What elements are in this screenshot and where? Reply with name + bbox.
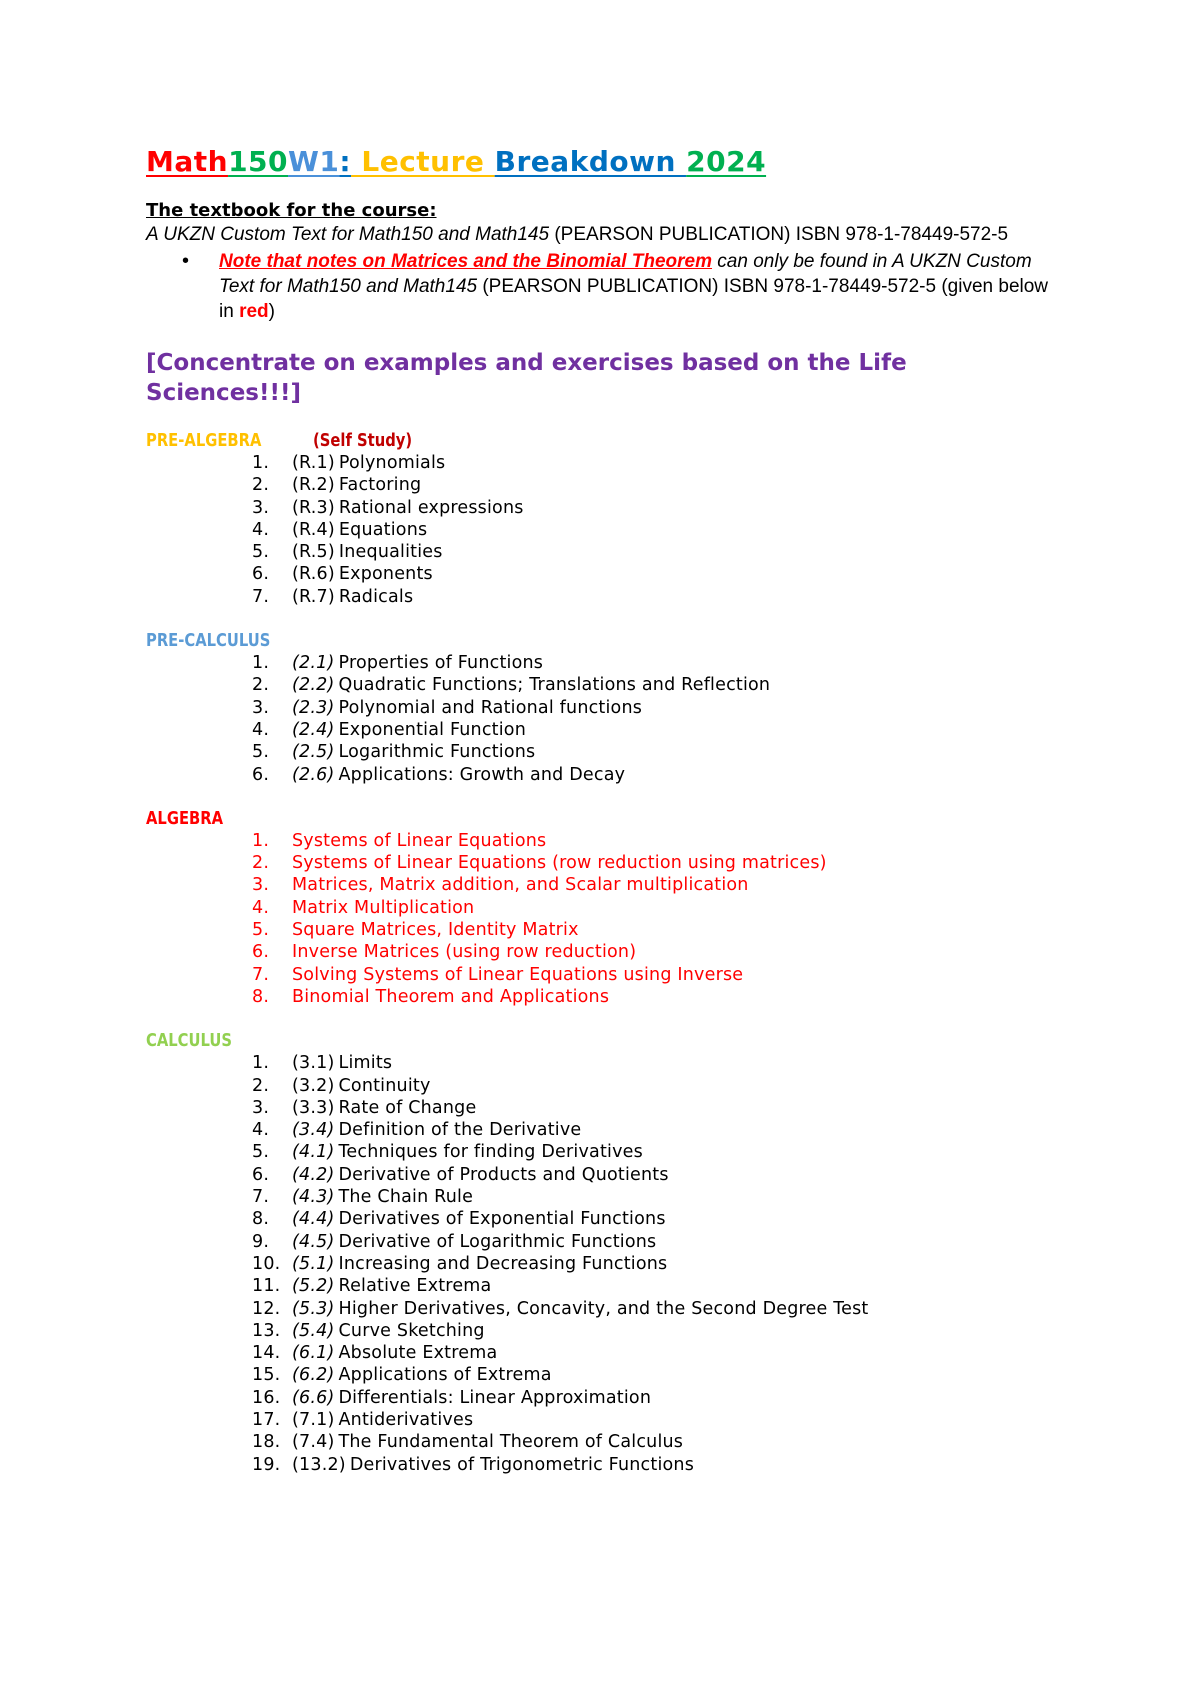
item-number: 5. bbox=[252, 742, 270, 763]
item-number: 6. bbox=[252, 564, 270, 585]
list-item bbox=[146, 1364, 1056, 1386]
list-item bbox=[146, 986, 1056, 1008]
item-label: Derivative of Products and Quotients bbox=[338, 1164, 669, 1185]
list-item bbox=[146, 1208, 1056, 1230]
list-item bbox=[146, 474, 1056, 496]
item-number: 7. bbox=[252, 964, 270, 985]
list-item bbox=[146, 1119, 1056, 1141]
item-number: 7. bbox=[252, 586, 270, 607]
item-section-code: (2.4) bbox=[292, 719, 335, 740]
section-calculus bbox=[146, 1030, 1056, 1476]
item-number: 7. bbox=[252, 1187, 270, 1208]
item-label: Rational expressions bbox=[338, 497, 524, 518]
list-item bbox=[146, 1275, 1056, 1297]
section-pre-calculus bbox=[146, 630, 1056, 786]
item-label: Quadratic Functions; Translations and Reflection bbox=[338, 675, 771, 696]
list-item bbox=[146, 1231, 1056, 1253]
item-number: 17. bbox=[252, 1409, 281, 1430]
item-label: The Chain Rule bbox=[338, 1187, 474, 1208]
item-section-code: (4.3) bbox=[292, 1187, 335, 1208]
topic-list bbox=[146, 830, 1056, 1008]
section-pre-algebra bbox=[146, 430, 1056, 608]
title-part-math: Math bbox=[146, 145, 229, 178]
item-section-code: (R.5) bbox=[292, 542, 335, 563]
list-item bbox=[146, 1409, 1056, 1431]
title-part-150: 150 bbox=[228, 145, 289, 178]
bullet-icon: • bbox=[182, 250, 190, 272]
list-item bbox=[146, 497, 1056, 519]
list-item bbox=[146, 1253, 1056, 1275]
list-item bbox=[146, 1320, 1056, 1342]
item-label: Systems of Linear Equations bbox=[292, 830, 547, 851]
list-item bbox=[146, 852, 1056, 874]
item-number: 4. bbox=[252, 719, 270, 740]
item-section-code: (5.2) bbox=[292, 1276, 335, 1297]
item-label: Derivatives of Trigonometric Functions bbox=[349, 1454, 695, 1475]
list-item bbox=[146, 1454, 1056, 1476]
topic-list bbox=[146, 1052, 1056, 1476]
list-item bbox=[146, 919, 1056, 941]
item-number: 6. bbox=[252, 764, 270, 785]
item-label: Higher Derivatives, Concavity, and the Second Degree Test bbox=[338, 1298, 869, 1319]
item-label: Polynomial and Rational functions bbox=[338, 697, 643, 718]
item-number: 4. bbox=[252, 1120, 270, 1141]
item-section-code: (R.4) bbox=[292, 519, 335, 540]
item-label: Equations bbox=[338, 519, 428, 540]
item-section-code: (4.1) bbox=[292, 1142, 335, 1163]
note-highlight: Note that notes on Matrices and the Binomial Theorem bbox=[219, 251, 713, 272]
item-label: Absolute Extrema bbox=[338, 1343, 498, 1364]
item-label: Polynomials bbox=[338, 453, 446, 473]
item-label: Relative Extrema bbox=[338, 1276, 492, 1297]
item-number: 19. bbox=[252, 1454, 281, 1475]
note-item bbox=[146, 249, 1056, 324]
list-item bbox=[146, 964, 1056, 986]
list-item bbox=[146, 941, 1056, 963]
textbook-reference bbox=[146, 222, 1056, 247]
item-section-code: (2.3) bbox=[292, 697, 335, 718]
item-label: Radicals bbox=[338, 586, 414, 607]
section-header bbox=[146, 1030, 1056, 1052]
list-item bbox=[146, 1141, 1056, 1163]
item-section-code: (7.4) bbox=[292, 1432, 335, 1453]
item-number: 2. bbox=[252, 675, 270, 696]
item-section-code: (3.4) bbox=[292, 1120, 335, 1141]
topic-list bbox=[146, 452, 1056, 608]
item-label: Derivatives of Exponential Functions bbox=[338, 1209, 666, 1230]
item-label: Inverse Matrices (using row reduction) bbox=[292, 942, 637, 963]
list-item bbox=[146, 541, 1056, 563]
item-number: 1. bbox=[252, 653, 270, 674]
item-label: Definition of the Derivative bbox=[338, 1120, 582, 1141]
note-publisher: (PEARSON PUBLICATION) ISBN 978-1-78449-572-5 (given below in bbox=[219, 276, 1049, 322]
list-item bbox=[146, 764, 1056, 786]
item-section-code: (5.1) bbox=[292, 1253, 335, 1274]
title-part-w1: W1 bbox=[288, 145, 340, 178]
item-section-code: (4.5) bbox=[292, 1231, 335, 1252]
item-number: 16. bbox=[252, 1387, 281, 1408]
item-number: 8. bbox=[252, 986, 270, 1007]
item-section-code: (2.6) bbox=[292, 764, 335, 785]
note-red-word: red bbox=[239, 301, 269, 322]
item-number: 13. bbox=[252, 1320, 281, 1341]
item-label: Factoring bbox=[338, 475, 422, 496]
item-number: 4. bbox=[252, 519, 270, 540]
section-heading: ALGEBRA bbox=[146, 807, 224, 829]
item-number: 8. bbox=[252, 1209, 270, 1230]
list-item bbox=[146, 1052, 1056, 1074]
section-heading: PRE-ALGEBRA bbox=[146, 430, 262, 451]
item-section-code: (5.3) bbox=[292, 1298, 335, 1319]
item-label: Properties of Functions bbox=[338, 653, 544, 674]
item-label: Techniques for finding Derivatives bbox=[338, 1142, 643, 1163]
item-label: Derivative of Logarithmic Functions bbox=[338, 1231, 657, 1252]
textbook-publisher: (PEARSON PUBLICATION) ISBN 978-1-78449-572-5 bbox=[549, 224, 1009, 245]
item-section-code: (R.2) bbox=[292, 475, 335, 496]
item-section-code: (6.1) bbox=[292, 1343, 335, 1364]
item-section-code: (3.1) bbox=[292, 1053, 335, 1074]
item-number: 12. bbox=[252, 1298, 281, 1319]
item-section-code: (4.2) bbox=[292, 1164, 335, 1185]
item-label: Rate of Change bbox=[338, 1097, 477, 1118]
item-number: 11. bbox=[252, 1276, 281, 1297]
item-label: Antiderivatives bbox=[338, 1409, 474, 1430]
item-label: Matrices, Matrix addition, and Scalar multiplication bbox=[292, 875, 749, 896]
item-number: 1. bbox=[252, 830, 270, 851]
item-label: Inequalities bbox=[338, 542, 443, 563]
list-item bbox=[146, 563, 1056, 585]
section-header bbox=[146, 808, 1056, 830]
note-list bbox=[146, 249, 1056, 324]
item-number: 1. bbox=[252, 453, 270, 473]
list-item bbox=[146, 741, 1056, 763]
item-number: 6. bbox=[252, 1164, 270, 1185]
item-section-code: (2.1) bbox=[292, 653, 335, 674]
list-item bbox=[146, 1431, 1056, 1453]
page-title bbox=[146, 142, 1056, 182]
note-close: ) bbox=[268, 301, 275, 322]
item-label: Continuity bbox=[338, 1075, 431, 1096]
item-label: Increasing and Decreasing Functions bbox=[338, 1253, 668, 1274]
sections-container bbox=[146, 430, 1056, 1476]
title-part-colon: : bbox=[339, 145, 352, 178]
section-algebra bbox=[146, 808, 1056, 1008]
item-section-code: (2.2) bbox=[292, 675, 335, 696]
item-number: 6. bbox=[252, 942, 270, 963]
item-label: Differentials: Linear Approximation bbox=[338, 1387, 652, 1408]
item-number: 5. bbox=[252, 1142, 270, 1163]
item-number: 3. bbox=[252, 875, 270, 896]
item-section-code: (R.3) bbox=[292, 497, 335, 518]
section-header bbox=[146, 430, 1056, 452]
item-section-code: (13.2) bbox=[292, 1454, 346, 1475]
item-number: 10. bbox=[252, 1253, 281, 1274]
item-label: Applications: Growth and Decay bbox=[338, 764, 626, 785]
list-item bbox=[146, 1342, 1056, 1364]
item-number: 18. bbox=[252, 1432, 281, 1453]
item-section-code: (R.6) bbox=[292, 564, 335, 585]
list-item bbox=[146, 652, 1056, 674]
section-header bbox=[146, 630, 1056, 652]
section-heading: CALCULUS bbox=[146, 1030, 232, 1052]
section-heading: PRE-CALCULUS bbox=[146, 630, 271, 652]
list-item bbox=[146, 1298, 1056, 1320]
item-number: 2. bbox=[252, 1075, 270, 1096]
list-item bbox=[146, 1164, 1056, 1186]
concentrate-banner: [Concentrate on examples and exercises based on the Life Sciences!!!] bbox=[146, 350, 907, 406]
item-label: Exponential Function bbox=[338, 719, 526, 740]
item-label: Exponents bbox=[338, 564, 433, 585]
item-section-code: (6.6) bbox=[292, 1387, 335, 1408]
item-label: Logarithmic Functions bbox=[338, 742, 536, 763]
textbook-title: A UKZN Custom Text for Math150 and Math145 bbox=[146, 224, 550, 245]
document-content bbox=[146, 142, 1056, 1498]
list-item bbox=[146, 874, 1056, 896]
title-part-year: 2024 bbox=[686, 145, 767, 178]
item-label: Solving Systems of Linear Equations using Inverse bbox=[292, 964, 744, 985]
list-item bbox=[146, 1075, 1056, 1097]
item-number: 3. bbox=[252, 697, 270, 718]
list-item bbox=[146, 697, 1056, 719]
item-section-code: (2.5) bbox=[292, 742, 335, 763]
item-number: 9. bbox=[252, 1231, 270, 1252]
note-italic-text: can only be found in A UKZN Custom Text for Math150 and Math145 bbox=[219, 251, 1032, 297]
list-item bbox=[146, 674, 1056, 696]
item-label: Square Matrices, Identity Matrix bbox=[292, 920, 579, 941]
item-number: 1. bbox=[252, 1053, 270, 1074]
list-item bbox=[146, 1097, 1056, 1119]
topic-list bbox=[146, 652, 1056, 786]
item-section-code: (4.4) bbox=[292, 1209, 335, 1230]
item-section-code: (R.1) bbox=[292, 453, 335, 473]
item-number: 14. bbox=[252, 1343, 281, 1364]
item-section-code: (6.2) bbox=[292, 1365, 335, 1386]
item-number: 5. bbox=[252, 542, 270, 563]
item-number: 3. bbox=[252, 1097, 270, 1118]
item-number: 3. bbox=[252, 497, 270, 518]
list-item bbox=[146, 519, 1056, 541]
item-label: The Fundamental Theorem of Calculus bbox=[338, 1432, 684, 1453]
item-section-code: (5.4) bbox=[292, 1320, 335, 1341]
list-item bbox=[146, 452, 1056, 474]
list-item bbox=[146, 719, 1056, 741]
list-item bbox=[146, 830, 1056, 852]
list-item bbox=[146, 897, 1056, 919]
item-section-code: (3.3) bbox=[292, 1097, 335, 1118]
list-item bbox=[146, 586, 1056, 608]
textbook-heading: The textbook for the course: bbox=[146, 200, 437, 221]
title-part-lecture: Lecture bbox=[351, 145, 495, 178]
item-section-code: (3.2) bbox=[292, 1075, 335, 1096]
item-number: 2. bbox=[252, 853, 270, 874]
item-label: Binomial Theorem and Applications bbox=[292, 986, 610, 1007]
item-label: Matrix Multiplication bbox=[292, 897, 475, 918]
item-label: Systems of Linear Equations (row reduction using matrices) bbox=[292, 853, 827, 874]
item-label: Curve Sketching bbox=[338, 1320, 485, 1341]
item-label: Applications of Extrema bbox=[338, 1365, 552, 1386]
title-part-breakdown: Breakdown bbox=[494, 145, 687, 178]
item-number: 2. bbox=[252, 475, 270, 496]
item-section-code: (7.1) bbox=[292, 1409, 335, 1430]
section-subheading: (Self Study) bbox=[312, 430, 412, 451]
list-item bbox=[146, 1186, 1056, 1208]
item-section-code: (R.7) bbox=[292, 586, 335, 607]
item-number: 5. bbox=[252, 920, 270, 941]
item-label: Limits bbox=[338, 1053, 393, 1074]
list-item bbox=[146, 1387, 1056, 1409]
item-number: 15. bbox=[252, 1365, 281, 1386]
item-number: 4. bbox=[252, 897, 270, 918]
